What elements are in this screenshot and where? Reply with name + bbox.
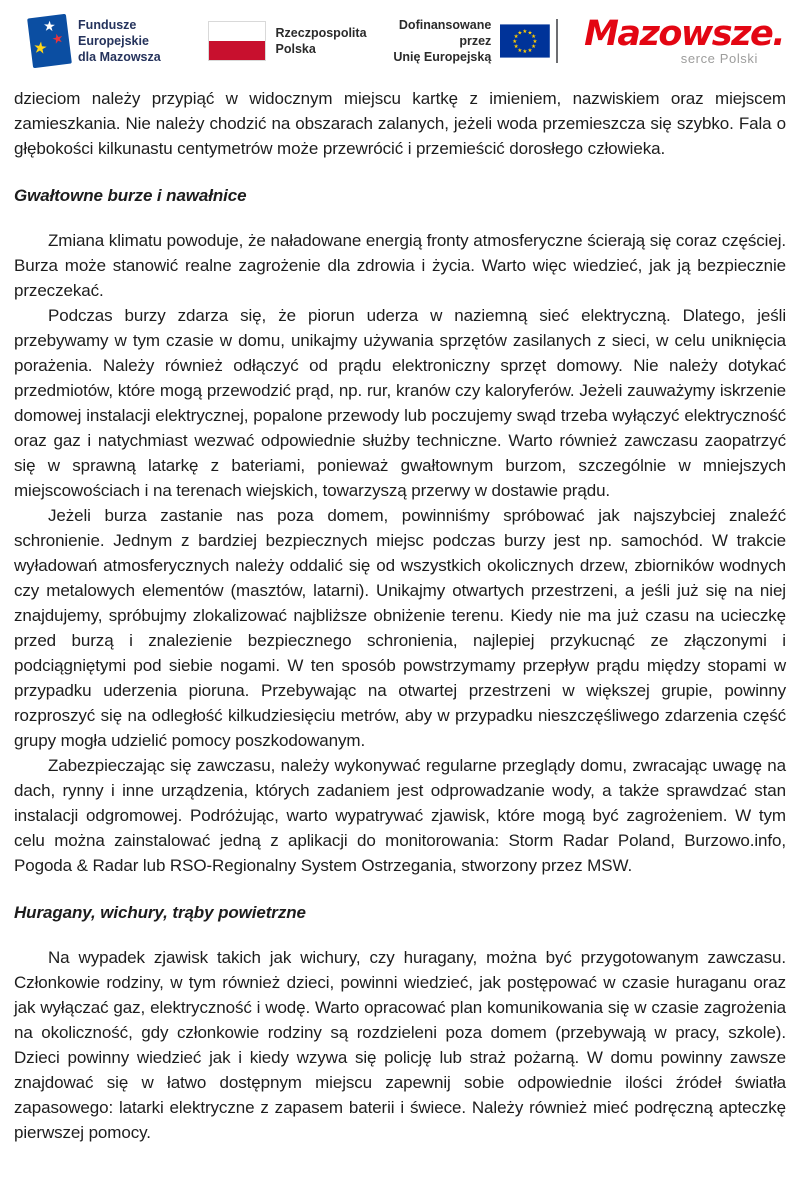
mazowsze-wordmark: Mazowsze.	[584, 13, 784, 54]
eu-funds-flag-icon	[27, 14, 72, 68]
svg-text:★: ★	[532, 39, 538, 46]
svg-text:★: ★	[527, 47, 533, 54]
paragraph: dzieciom należy przypiąć w widocznym miejscu kartkę z imieniem, nazwiskiem oraz miejscem zamieszkania. Nie należy chodzić na obszarach zalanych, jeżeli woda przemieszcza się szybko. Fala o głębokości kilkunastu centymetrów może przewrócić i przemieścić dorosłego człowieka.	[14, 89, 786, 158]
section-heading-hurricanes: Huragany, wichury, trąby powietrzne	[14, 903, 306, 922]
header-divider	[556, 19, 558, 63]
funding-logos-header	[0, 0, 800, 72]
eu-funds-label	[78, 17, 207, 65]
paragraph: Zmiana klimatu powoduje, że naładowane energią fronty atmosferyczne ścierają się coraz częściej. Burza może stanowić realne zagrożenie dla zdrowia i życia. Warto więc wiedzieć, jak ją bezpiecznie przeczekać.	[14, 231, 786, 300]
mazowsze-logo	[584, 13, 786, 66]
republic-of-poland-brand	[208, 21, 367, 61]
svg-text:★: ★	[513, 33, 519, 40]
paragraph: Na wypadek zjawisk takich jak wichury, czy huragany, można być przygotowanym zawczasu. Członkowie rodziny, w tym również dzieci, powinni wiedzieć, jak postępować w czasie huraganu oraz jak wyłączać gaz, elektryczność i wodę. Warto opracować plan komunikowania się w czasie zagrożenia na okoliczność, gdy członkowie rodziny są rozdzieleni poza domem (przebywają w pracy, szkole). Dzieci powinny wiedzieć jak i kiedy wzywa się policję lub straż pożarną. W domu powinny zawsze znajdować się w łatwo dostępnym miejscu zapewnij sobie odpowiednie ilości źródeł światła zapasowego: latarki elektryczne z zapasem baterii i świece. Należy również mieć podręczną apteczkę pierwszej pomocy.	[14, 948, 786, 1142]
poland-label-line2: Polska	[275, 42, 316, 56]
eu-cofunded-brand	[367, 17, 551, 65]
eu-funds-label-line2: dla Mazowsza	[78, 50, 161, 64]
svg-text:★: ★	[517, 30, 523, 37]
eu-flag-icon	[500, 24, 550, 58]
poland-flag-icon	[208, 21, 266, 61]
poland-label-line1: Rzeczpospolita	[275, 26, 367, 40]
poland-label	[276, 25, 367, 57]
eu-funds-brand	[30, 16, 208, 66]
mazowsze-tagline: serce Polski	[680, 50, 758, 66]
svg-text:★: ★	[512, 39, 518, 46]
paragraph: Zabezpieczając się zawczasu, należy wykonywać regularne przeglądy domu, zwracając uwagę na dach, rynny i inne urządzenia, których zadaniem jest odprowadzanie wody, a także sprawdzać stan instalacji odgromowej. Podróżując, warto wypatrywać zjawisk, które mogą być zagrożeniem. W tym celu można zainstalować jedną z aplikacji do monitorowania: Storm Radar Poland, Burzowo.info, Pogoda & Radar lub RSO-Regionalny System Ostrzegania, stworzony przez MSW.	[14, 756, 786, 875]
eu-cofunded-label-line2: Unię Europejską	[393, 50, 492, 64]
svg-text:★: ★	[513, 44, 519, 51]
paragraph: Podczas burzy zdarza się, że piorun uderza w naziemną sieć elektryczną. Dlatego, jeśli przebywamy w tym czasie w domu, unikajmy używania sprzętów zasilanych z sieci, w celu uniknięcia porażenia. Należy również odłączyć od prądu elektroniczny sprzęt domowy. Nie należy dotykać przedmiotów, które mogą przewodzić prąd, np. rur, kranów czy kaloryferów. Jeżeli zauważymy iskrzenie domowej instalacji elektrycznej, popalone przewody lub poczujemy swąd trzeba wyłączyć elektryczność oraz gaz i natychmiast wezwać odpowiednie służby techniczne. Warto również zawczasu zaopatrzyć się w sprawną latarkę z bateriami, ponieważ gwałtownym burzom, szczególnie w mniejszych miejscowościach i na terenach wiejskich, towarzyszą przerwy w dostawie prądu.	[14, 306, 786, 500]
svg-text:★: ★	[531, 44, 537, 51]
mazowsze-brand	[550, 13, 786, 66]
svg-text:★: ★	[527, 30, 533, 37]
eu-cofunded-label-line1: Dofinansowane przez	[398, 18, 492, 48]
eu-cofunded-label	[367, 17, 492, 65]
svg-text:★: ★	[522, 28, 528, 35]
svg-text:★: ★	[531, 33, 537, 40]
star-icon: ★	[42, 17, 57, 35]
document-body	[0, 72, 800, 1145]
svg-text:★: ★	[522, 49, 528, 56]
svg-text:★: ★	[517, 47, 523, 54]
eu-funds-label-line1: Fundusze Europejskie	[78, 18, 149, 48]
star-icon: ★	[32, 39, 49, 59]
section-heading-storms: Gwałtowne burze i nawałnice	[14, 186, 247, 205]
star-icon: ★	[50, 29, 66, 48]
paragraph: Jeżeli burza zastanie nas poza domem, powinniśmy spróbować jak najszybciej znaleźć schronienie. Jednym z bardziej bezpiecznych miejsc podczas burzy jest np. samochód. W trakcie wyładowań atmosferycznych należy oddalić się od wszystkich okolicznych drzew, zbiorników wodnych czy metalowych elementów (masztów, latarni). Unikajmy otwartych przestrzeni, a jeśli już się na niej znajdujemy, spróbujmy zlokalizować najbliższe obniżenie terenu. Kiedy nie ma już czasu na ucieczkę przed burzą i znalezienie bezpiecznego schronienia, najlepiej przykucnąć ze złączonymi i podciągniętymi pod siebie nogami. W ten sposób powstrzymamy przepływ prądu między stopami w przypadku uderzenia pioruna. Przebywając na otwartej przestrzeni w większej grupie, powinny rozproszyć się na odległość kilkudziesięciu metrów, aby w przypadku nieszczęśliwego zdarzenia część grupy mogła udzielić pomocy poszkodowanym.	[14, 506, 786, 750]
